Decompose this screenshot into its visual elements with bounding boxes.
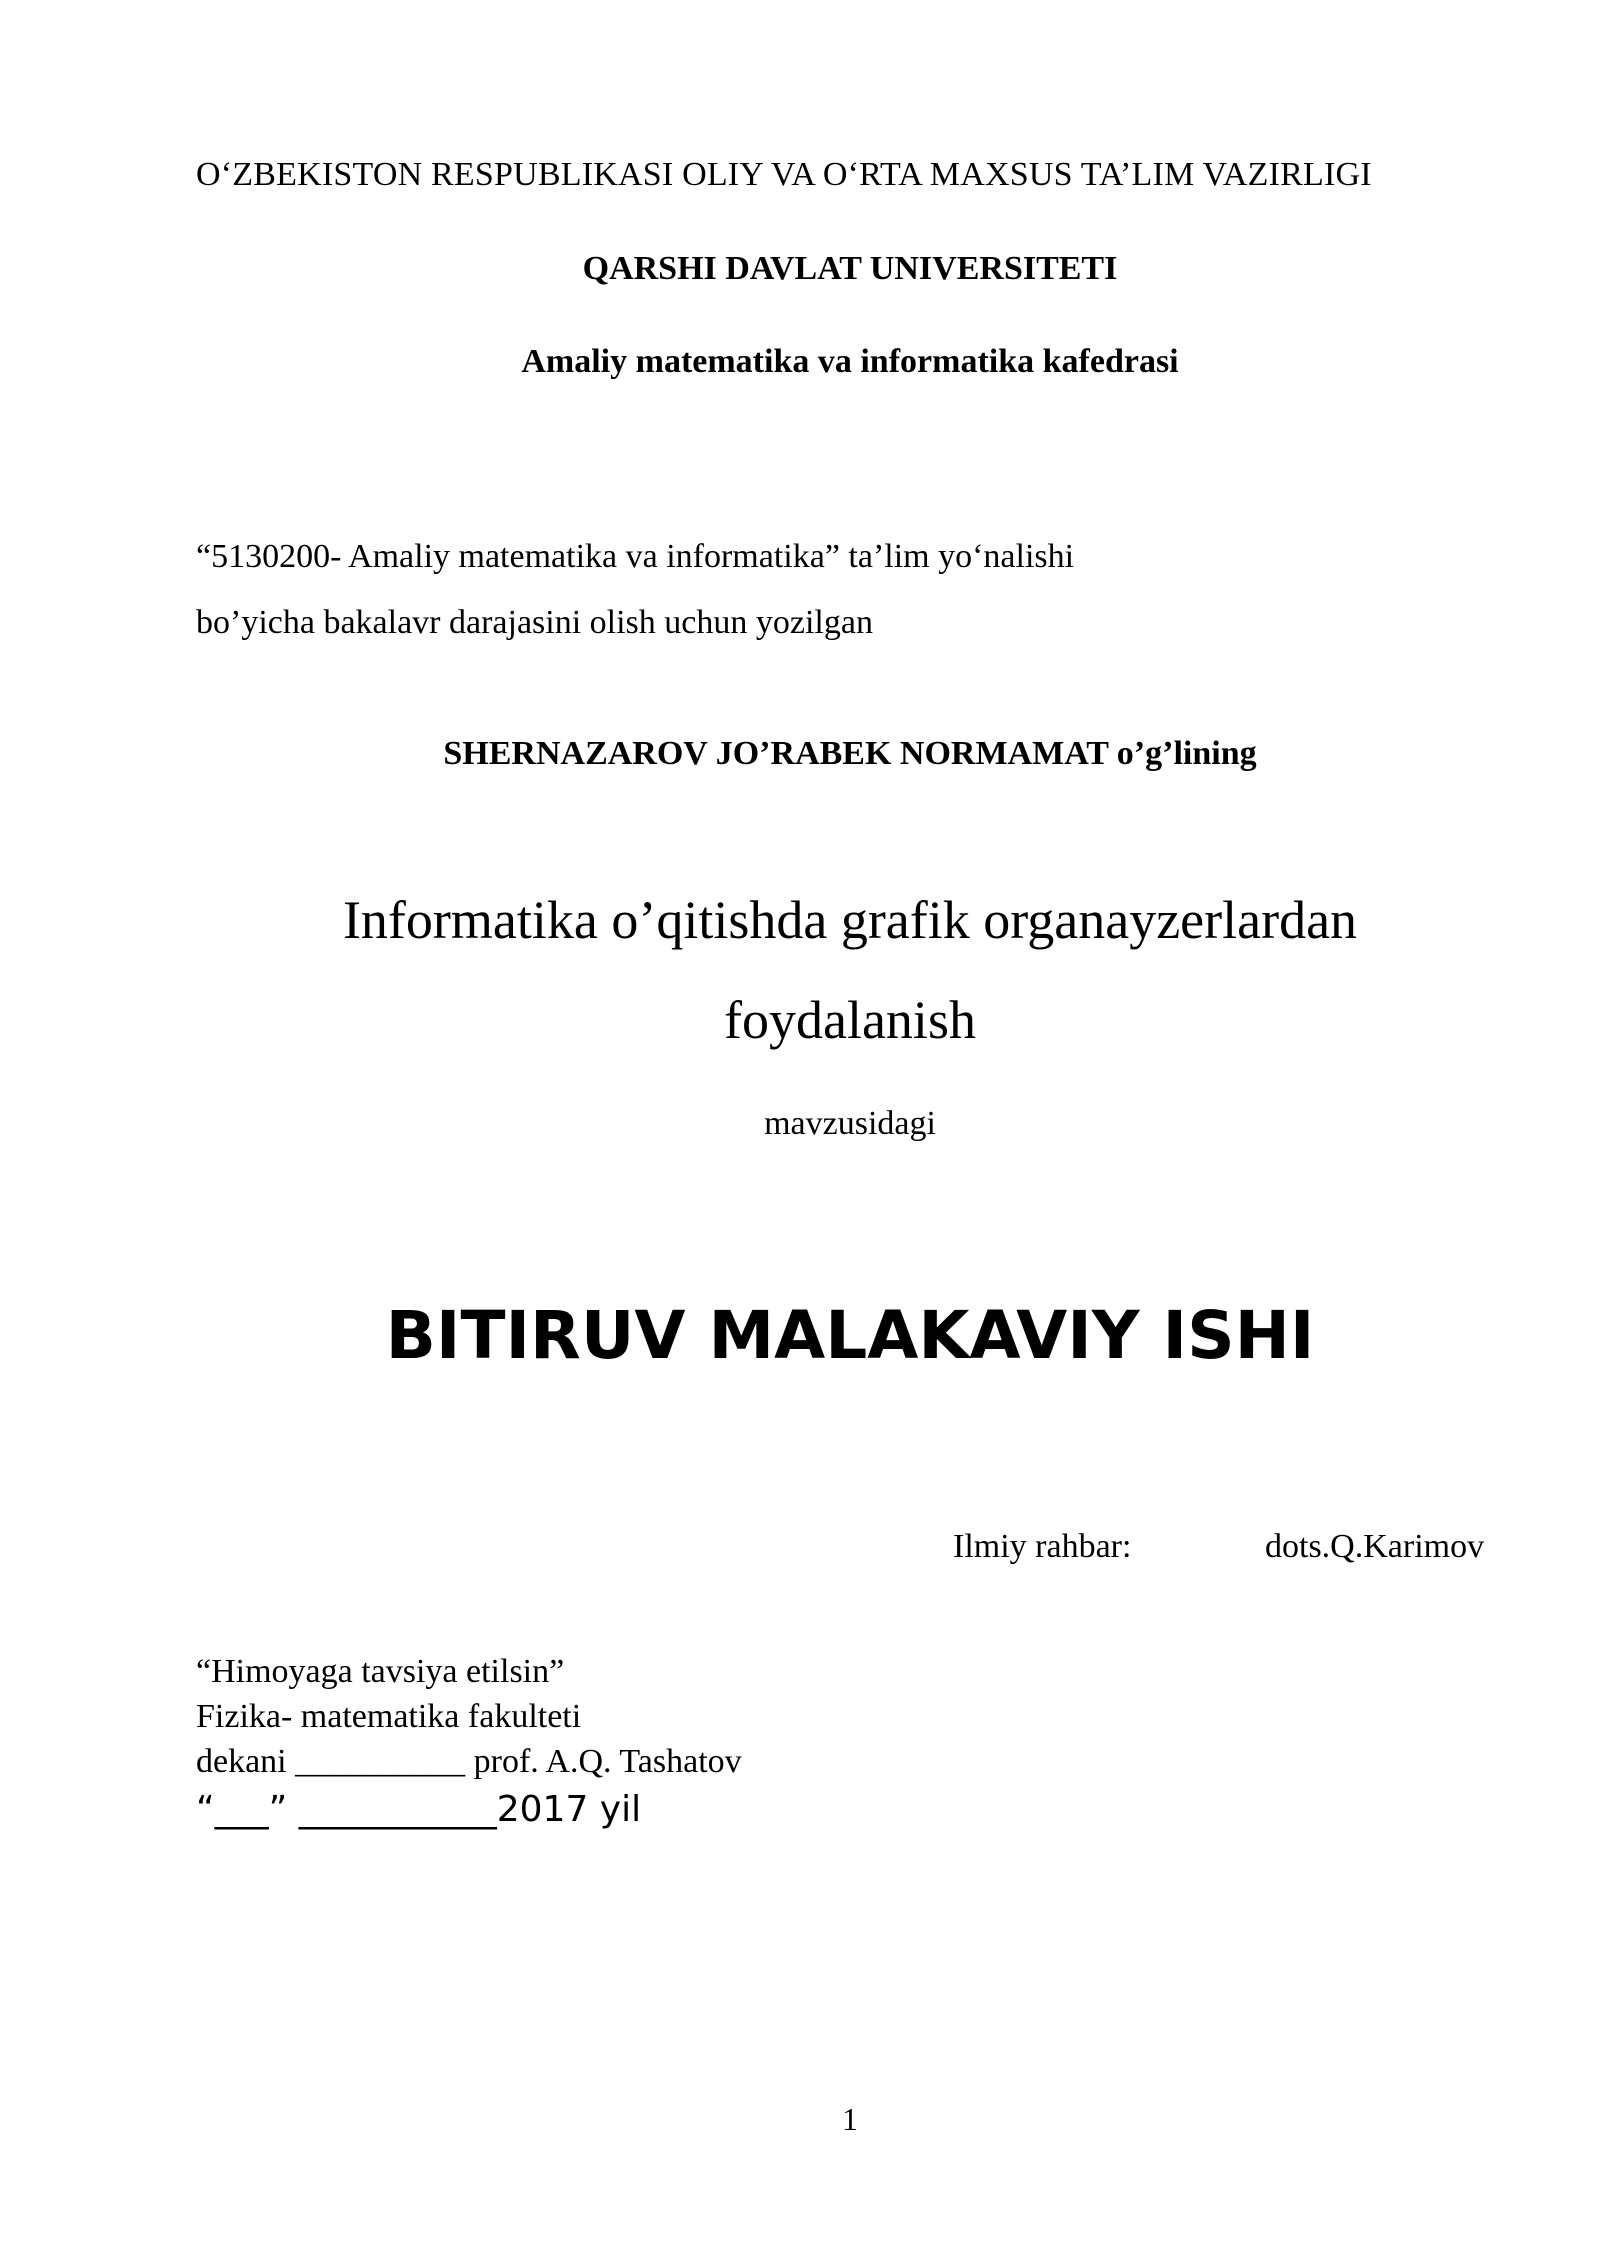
supervisor-label: Ilmiy rahbar:	[953, 1528, 1132, 1565]
recommendation-date-line: “___” ___________2017 yil	[196, 1789, 642, 1830]
recommendation-line-2: Fizika- matematika fakulteti	[196, 1698, 582, 1735]
recommendation-line-1: “Himoyaga tavsiya etilsin”	[196, 1653, 565, 1690]
university-name: QARSHI DAVLAT UNIVERSITETI	[582, 250, 1118, 287]
recommendation-line-3: dekani __________ prof. A.Q. Tashatov	[196, 1743, 742, 1780]
ministry-name: O‘ZBEKISTON RESPUBLIKASI OLIY VA O‘RTA MAXSUS TA’LIM VAZIRLIGI	[196, 156, 1372, 193]
topic-suffix: mavzusidagi	[764, 1105, 936, 1142]
work-type-heading: BITIRUV MALAKAVIY ISHI	[385, 1297, 1315, 1374]
specialty-line-1: “5130200- Amaliy matematika va informatika” ta’lim yo‘nalishi	[196, 538, 1075, 575]
page-number: 1	[842, 2101, 858, 2137]
author-name: SHERNAZAROV JO’RABEK NORMAMAT o’g’lining	[443, 735, 1257, 772]
supervisor-name: dots.Q.Karimov	[1265, 1528, 1485, 1565]
specialty-line-2: bo’yicha bakalavr darajasini olish uchun yozilgan	[196, 604, 873, 641]
department-name: Amaliy matematika va informatika kafedrasi	[521, 343, 1179, 380]
topic-title: Informatika o’qitishda grafik organayzerlardan foydalanish	[342, 890, 1358, 1050]
topic-block	[0, 870, 1600, 1070]
